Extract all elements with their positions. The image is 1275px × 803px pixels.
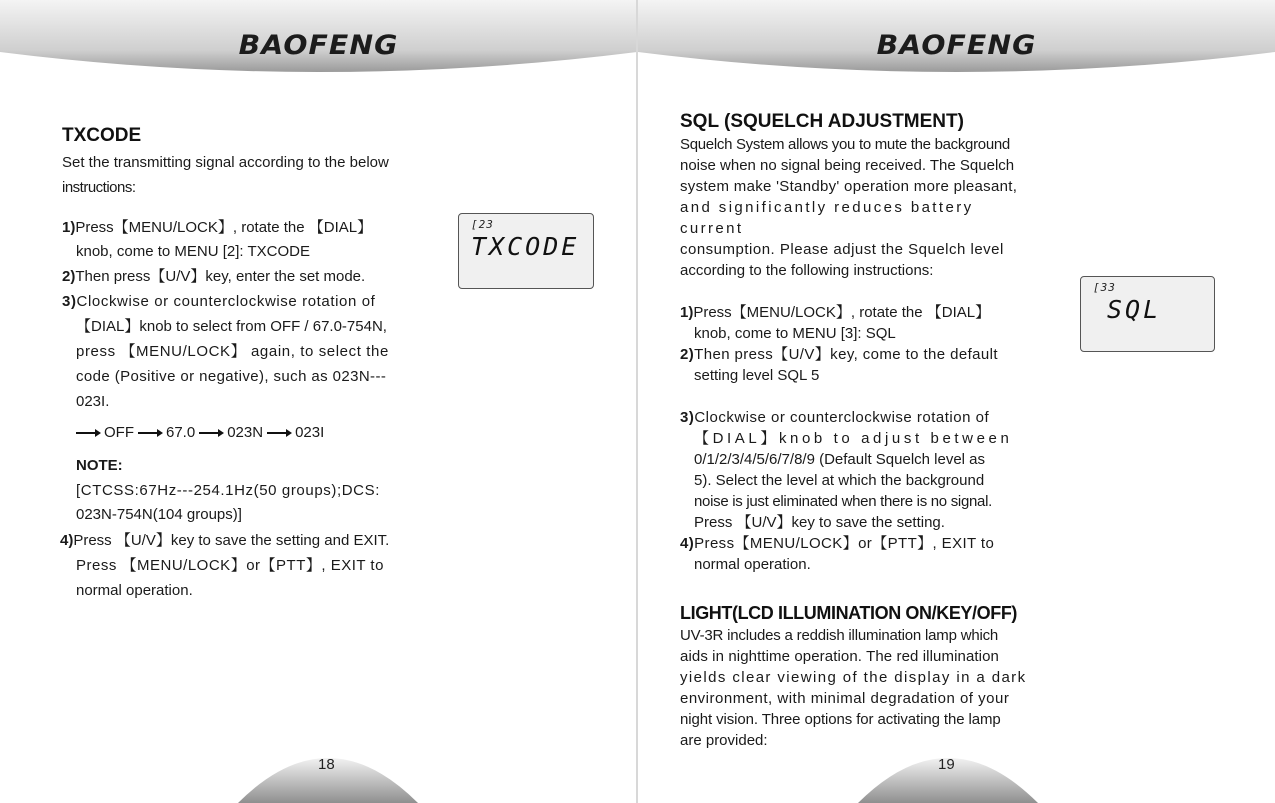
- para-line: and significantly reduces battery current: [680, 199, 974, 237]
- para-line: noise when no signal being received. The Squelch: [680, 157, 1015, 174]
- step-text: Clockwise or counterclockwise rotation of: [76, 293, 376, 310]
- step-text: knob, come to MENU [2]: TXCODE: [76, 243, 310, 260]
- step-3: [62, 291, 420, 412]
- footer-hump: [238, 743, 418, 803]
- step-text: code (Positive or negative), such as 023N---: [76, 368, 387, 385]
- note-text: [CTCSS:67Hz---254.1Hz(50 groups);DCS:: [76, 482, 380, 499]
- right-content: [680, 110, 1038, 751]
- lcd-display: [458, 213, 594, 289]
- note-label: NOTE:: [76, 457, 123, 474]
- lcd-display: [1080, 276, 1215, 352]
- step-4: [680, 533, 1038, 575]
- sequence-item: 023I: [295, 424, 325, 441]
- step-number: 2): [62, 268, 76, 285]
- sequence-row: [62, 422, 420, 443]
- step-2: [680, 344, 1038, 386]
- step-1: [62, 217, 420, 262]
- step-text: Press 【U/V】key to save the setting and EXIT.: [73, 532, 390, 549]
- lcd-menu-number: [33: [1093, 281, 1116, 294]
- para-line: aids in nighttime operation. The red illumination: [680, 648, 999, 665]
- arrow-icon: [267, 432, 289, 434]
- step-number: 2): [680, 346, 695, 363]
- section-title: TXCODE: [62, 125, 142, 146]
- step-text: noise is just eliminated when there is no signal.: [694, 493, 992, 510]
- page-left: [0, 0, 637, 803]
- intro-line: instructions:: [62, 179, 136, 196]
- step-3: [680, 407, 1038, 533]
- para-line: system make 'Standby' operation more pleasant,: [680, 178, 1018, 195]
- step-text: normal operation.: [76, 582, 193, 599]
- step-number: 3): [680, 409, 695, 426]
- step-4: [62, 530, 420, 601]
- step-number: 4): [60, 532, 74, 549]
- step-text: 5). Select the level at which the background: [694, 472, 985, 489]
- brand-logo: BAOFENG: [238, 30, 399, 61]
- para-line: consumption. Please adjust the Squelch level: [680, 241, 1004, 258]
- step-text: 023I.: [76, 393, 110, 410]
- footer-hump: [858, 743, 1038, 803]
- para-line: environment, with minimal degradation of your: [680, 690, 1010, 707]
- step-number: 1): [62, 219, 76, 236]
- step-text: knob, come to MENU [3]: SQL: [694, 325, 896, 342]
- sequence-item: 023N: [227, 424, 264, 441]
- section-title: LIGHT(LCD ILLUMINATION ON/KEY/OFF): [680, 603, 1018, 623]
- arrow-icon: [199, 432, 221, 434]
- page-number: 18: [318, 756, 335, 773]
- step-number: 3): [62, 293, 77, 310]
- brand-logo: BAOFENG: [876, 30, 1037, 61]
- intro-line: Set the transmitting signal according to the below: [62, 154, 389, 171]
- page-right: [638, 0, 1275, 803]
- para-line: night vision. Three options for activating the lamp: [680, 711, 1001, 728]
- para-line: UV-3R includes a reddish illumination lamp which: [680, 627, 999, 644]
- step-text: Press【MENU/LOCK】, rotate the 【DIAL】: [693, 304, 991, 321]
- left-content: [62, 124, 420, 601]
- step-text: Clockwise or counterclockwise rotation of: [694, 409, 990, 426]
- step-text: Press【MENU/LOCK】or【PTT】, EXIT to: [694, 535, 995, 552]
- lcd-menu-number: [23: [471, 218, 494, 231]
- step-text: 0/1/2/3/4/5/6/7/8/9 (Default Squelch level as: [694, 451, 986, 468]
- step-text: 【DIAL】knob to select from OFF / 67.0-754N,: [76, 318, 387, 335]
- lcd-menu-name: SQL: [1107, 295, 1162, 324]
- sequence-item: OFF: [104, 424, 134, 441]
- para-line: Squelch System allows you to mute the background: [680, 136, 1010, 153]
- step-text: Press【MENU/LOCK】, rotate the 【DIAL】: [75, 219, 373, 236]
- lcd-menu-name: TXCODE: [471, 232, 580, 261]
- step-text: Then press【U/V】key, enter the set mode.: [75, 268, 366, 285]
- step-text: setting level SQL 5: [694, 367, 820, 384]
- step-text: Then press【U/V】key, come to the default: [694, 346, 998, 363]
- para-line: yields clear viewing of the display in a dark: [680, 669, 1027, 686]
- step-text: Press 【MENU/LOCK】or【PTT】, EXIT to: [76, 557, 384, 574]
- step-1: [680, 302, 1038, 344]
- step-text: normal operation.: [694, 556, 811, 573]
- step-text: Press 【U/V】key to save the setting.: [694, 514, 945, 531]
- note-text: 023N-754N(104 groups)]: [76, 506, 242, 523]
- page-number: 19: [938, 756, 955, 773]
- section-title: SQL (SQUELCH ADJUSTMENT): [680, 111, 964, 132]
- arrow-icon: [138, 432, 160, 434]
- para-line: are provided:: [680, 732, 768, 749]
- step-text: 【DIAL】knob to adjust between: [694, 430, 1013, 447]
- arrow-icon: [76, 432, 98, 434]
- para-line: according to the following instructions:: [680, 262, 934, 279]
- sequence-item: 67.0: [166, 424, 196, 441]
- step-2: [62, 266, 420, 287]
- step-number: 1): [680, 304, 694, 321]
- step-text: press 【MENU/LOCK】 again, to select the: [76, 343, 389, 360]
- step-number: 4): [680, 535, 695, 552]
